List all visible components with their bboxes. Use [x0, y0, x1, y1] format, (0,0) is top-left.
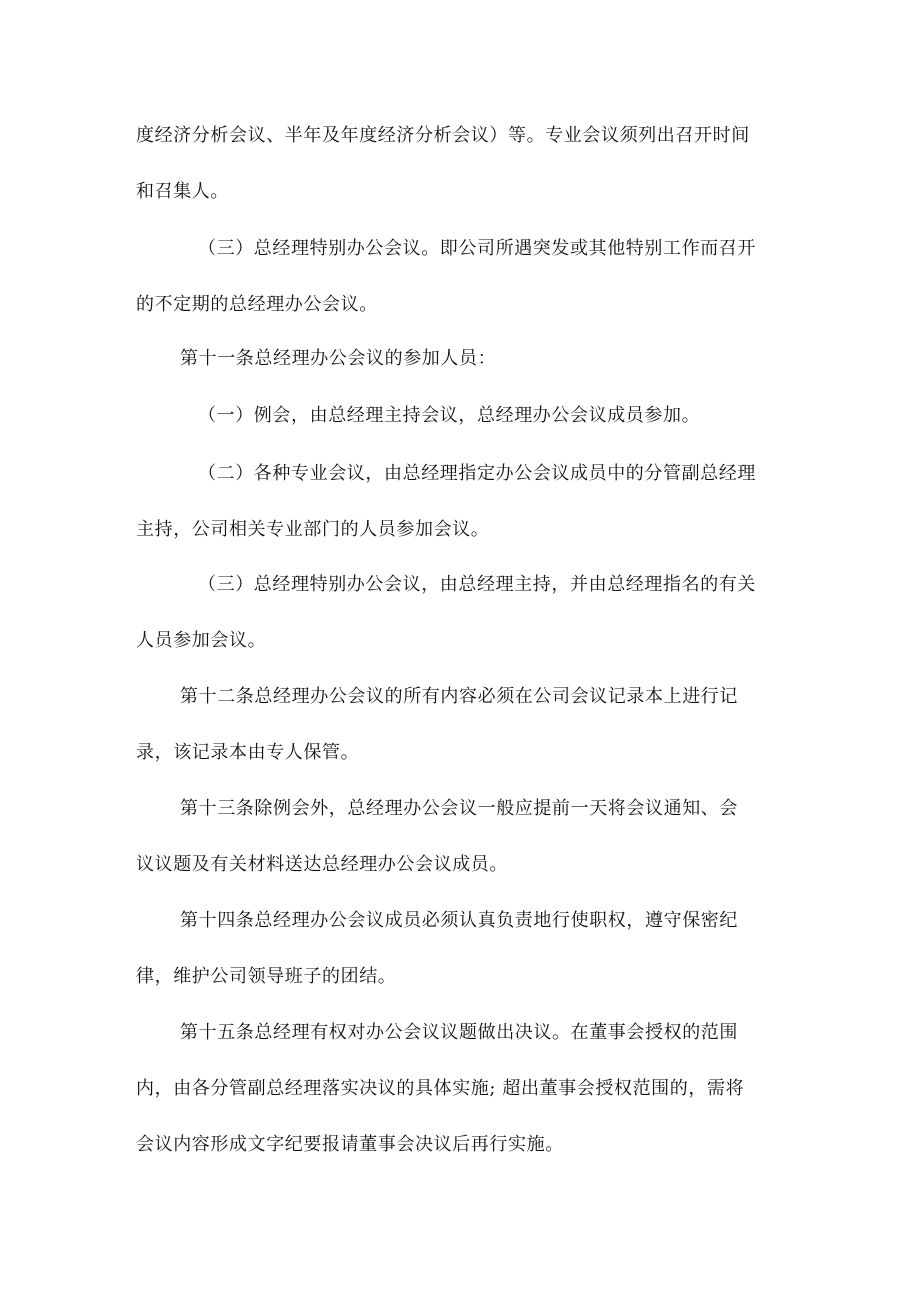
paragraph-regular-meeting [136, 388, 790, 444]
text-line: 议议题及有关材料送达总经理办公会议成员。 [136, 854, 508, 875]
text-line: （三）总经理特别办公会议。即公司所遇突发或其他特别工作而召开 [198, 238, 756, 259]
text-line: 录，该记录本由专人保管。 [136, 742, 360, 763]
text-line: 的不定期的总经理办公会议。 [136, 294, 378, 315]
paragraph-article-11 [136, 331, 790, 387]
text-line: 第十五条总经理有权对办公会议议题做出决议。在董事会授权的范围 [180, 1022, 738, 1043]
paragraph-professional-meeting [136, 446, 790, 558]
text-line: 人员参加会议。 [136, 630, 267, 651]
text-line: 第十二条总经理办公会议的所有内容必须在公司会议记录本上进行记 [180, 686, 738, 707]
paragraph-article-13 [136, 781, 790, 893]
paragraph-article-12 [136, 669, 790, 781]
paragraph-special-meeting [136, 221, 790, 333]
text-line: 和召集人。 [136, 181, 229, 202]
text-line: 主持，公司相关专业部门的人员参加会议。 [136, 519, 490, 540]
text-line: （一）例会，由总经理主持会议，总经理办公会议成员参加。 [198, 405, 701, 426]
text-line: （三）总经理特别办公会议，由总经理主持，并由总经理指名的有关 [198, 574, 756, 595]
text-line: 度经济分析会议、半年及年度经济分析会议）等。专业会议须列出召开时间 [136, 125, 750, 146]
text-line: （二）各种专业会议，由总经理指定办公会议成员中的分管副总经理 [198, 463, 756, 484]
paragraph-article-15 [136, 1005, 790, 1173]
text-line: 第十一条总经理办公会议的参加人员： [180, 348, 497, 369]
text-line: 内，由各分管副总经理落实决议的具体实施; 超出董事会授权范围的，需将 [136, 1078, 745, 1099]
paragraph-meeting-types-continued [136, 108, 790, 220]
paragraph-special-meeting-participants [136, 557, 790, 669]
paragraph-article-14 [136, 893, 790, 1005]
text-line: 律，维护公司领导班子的团结。 [136, 966, 397, 987]
text-line: 第十四条总经理办公会议成员必须认真负责地行使职权，遵守保密纪 [180, 910, 738, 931]
text-line: 会议内容形成文字纪要报请董事会决议后再行实施。 [136, 1134, 564, 1155]
text-line: 第十三条除例会外，总经理办公会议一般应提前一天将会议通知、会 [180, 798, 738, 819]
